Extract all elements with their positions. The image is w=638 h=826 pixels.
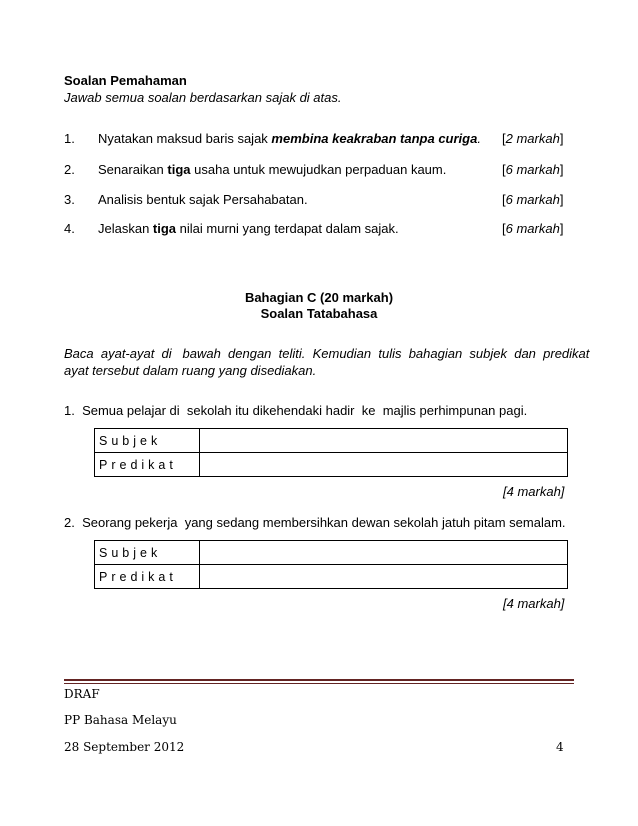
- question-text: Jelaskan tiga nilai murni yang terdapat dalam sajak.: [98, 221, 399, 236]
- question-number: 1.: [64, 131, 75, 146]
- marks-label: [4 markah]: [503, 596, 565, 611]
- marks-label: [4 markah]: [503, 484, 565, 499]
- footer-status: DRAF: [64, 687, 100, 701]
- grammar-question: 1. Semua pelajar di sekolah itu dikehendaki hadir ke majlis perhimpunan pagi.: [64, 403, 528, 418]
- predicate-answer-cell[interactable]: [200, 453, 568, 477]
- page-number: 4: [556, 740, 564, 754]
- question-item: [64, 192, 574, 210]
- question-item: [64, 131, 574, 149]
- predicate-label: Predikat: [95, 453, 200, 477]
- question-mark: [2 markah]: [502, 131, 564, 146]
- question-number: 4.: [64, 221, 75, 236]
- footer-date: 28 September 2012: [64, 740, 185, 754]
- answer-table: [94, 540, 568, 589]
- subject-answer-cell[interactable]: [200, 429, 568, 453]
- instruction-line: Baca ayat-ayat di bawah dengan teliti. Kemudian tulis bahagian subjek dan predikat: [64, 346, 590, 361]
- subject-label: Subjek: [95, 541, 200, 565]
- predicate-label: Predikat: [95, 565, 200, 589]
- question-item: [64, 221, 574, 239]
- question-mark: [6 markah]: [502, 162, 564, 177]
- question-number: 3.: [64, 192, 75, 207]
- question-number: 2.: [64, 162, 75, 177]
- section-instruction: Jawab semua soalan berdasarkan sajak di atas.: [64, 90, 342, 105]
- question-text: Nyatakan maksud baris sajak membina keakraban tanpa curiga.: [98, 131, 481, 146]
- grammar-question: 2. Seorang pekerja yang sedang membersihkan dewan sekolah jatuh pitam semalam.: [64, 515, 566, 530]
- question-text: Senaraikan tiga usaha untuk mewujudkan perpaduan kaum.: [98, 162, 447, 177]
- subject-answer-cell[interactable]: [200, 541, 568, 565]
- question-item: [64, 162, 574, 180]
- footer-rule: [64, 683, 574, 684]
- section-subtitle: Soalan Tatabahasa: [260, 306, 378, 321]
- footer-rule: [64, 679, 574, 681]
- footer-subject: PP Bahasa Melayu: [64, 713, 177, 727]
- question-mark: [6 markah]: [502, 221, 564, 236]
- subject-label: Subjek: [95, 429, 200, 453]
- section-title: Bahagian C (20 markah): [244, 290, 394, 305]
- section-heading: Soalan Pemahaman: [64, 73, 187, 88]
- instruction-line: ayat tersebut dalam ruang yang disediakan.: [64, 363, 317, 378]
- question-text: Analisis bentuk sajak Persahabatan.: [98, 192, 308, 207]
- answer-table: [94, 428, 568, 477]
- question-mark: [6 markah]: [502, 192, 564, 207]
- predicate-answer-cell[interactable]: [200, 565, 568, 589]
